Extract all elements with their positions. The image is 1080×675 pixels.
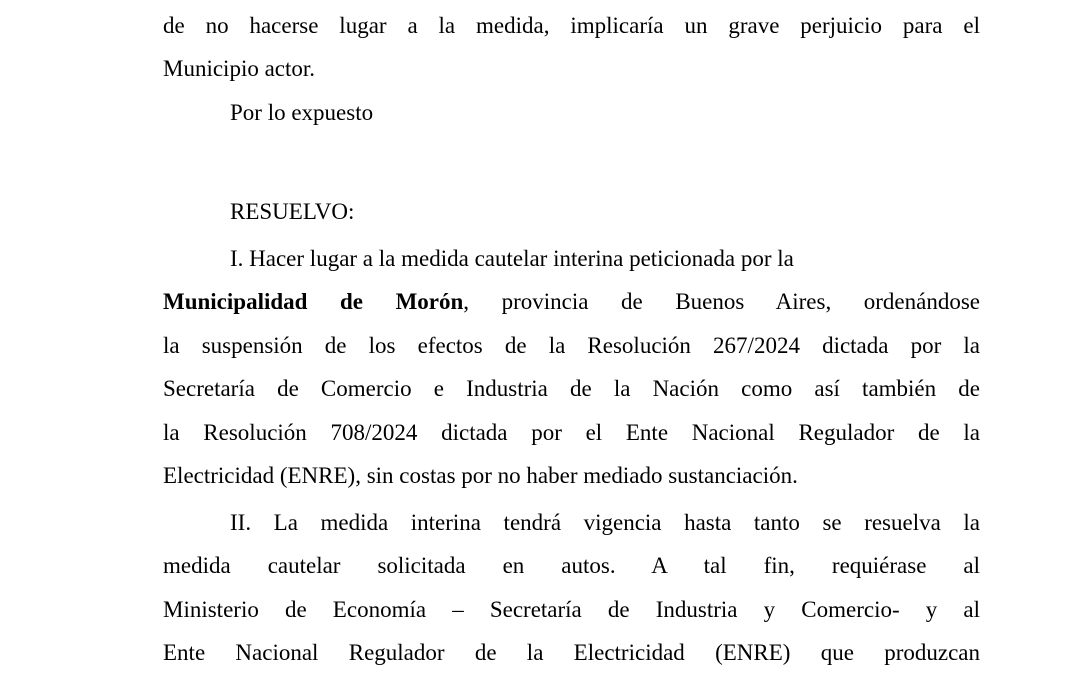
item2-line-4: Ente Nacional Regulador de la Electricidad (ENRE) que produzcan: [163, 640, 980, 665]
intro-line-2: Municipio actor.: [163, 56, 316, 81]
resuelvo-heading: RESUELVO:: [230, 199, 355, 224]
municipality-name: Municipalidad de Morón: [163, 289, 464, 314]
item2-line-2: medida cautelar solicitada en autos. A tal fin, requiérase al: [163, 553, 980, 578]
item2-line-1: II. La medida interina tendrá vigencia hasta tanto se resuelva la: [230, 510, 980, 535]
item1-line-2: [163, 285, 980, 319]
item1-line-6: Electricidad (ENRE), sin costas por no haber mediado sustanciación.: [163, 463, 798, 488]
intro-line-1: de no hacerse lugar a la medida, implicaría un grave perjuicio para el: [163, 13, 980, 38]
item2-line-3: Ministerio de Economía – Secretaría de Industria y Comercio- y al: [163, 597, 980, 622]
item1-line-4: Secretaría de Comercio e Industria de la Nación como así también de: [163, 376, 980, 401]
por-lo-expuesto: Por lo expuesto: [230, 100, 374, 125]
item1-line-1: I. Hacer lugar a la medida cautelar interina peticionada por la: [230, 246, 794, 271]
item1-line-2-rest: , provincia de Buenos Aires, ordenándose: [463, 289, 980, 314]
item1-line-5: la Resolución 708/2024 dictada por el Ente Nacional Regulador de la: [163, 420, 980, 445]
item1-line-3: la suspensión de los efectos de la Resolución 267/2024 dictada por la: [163, 333, 980, 358]
